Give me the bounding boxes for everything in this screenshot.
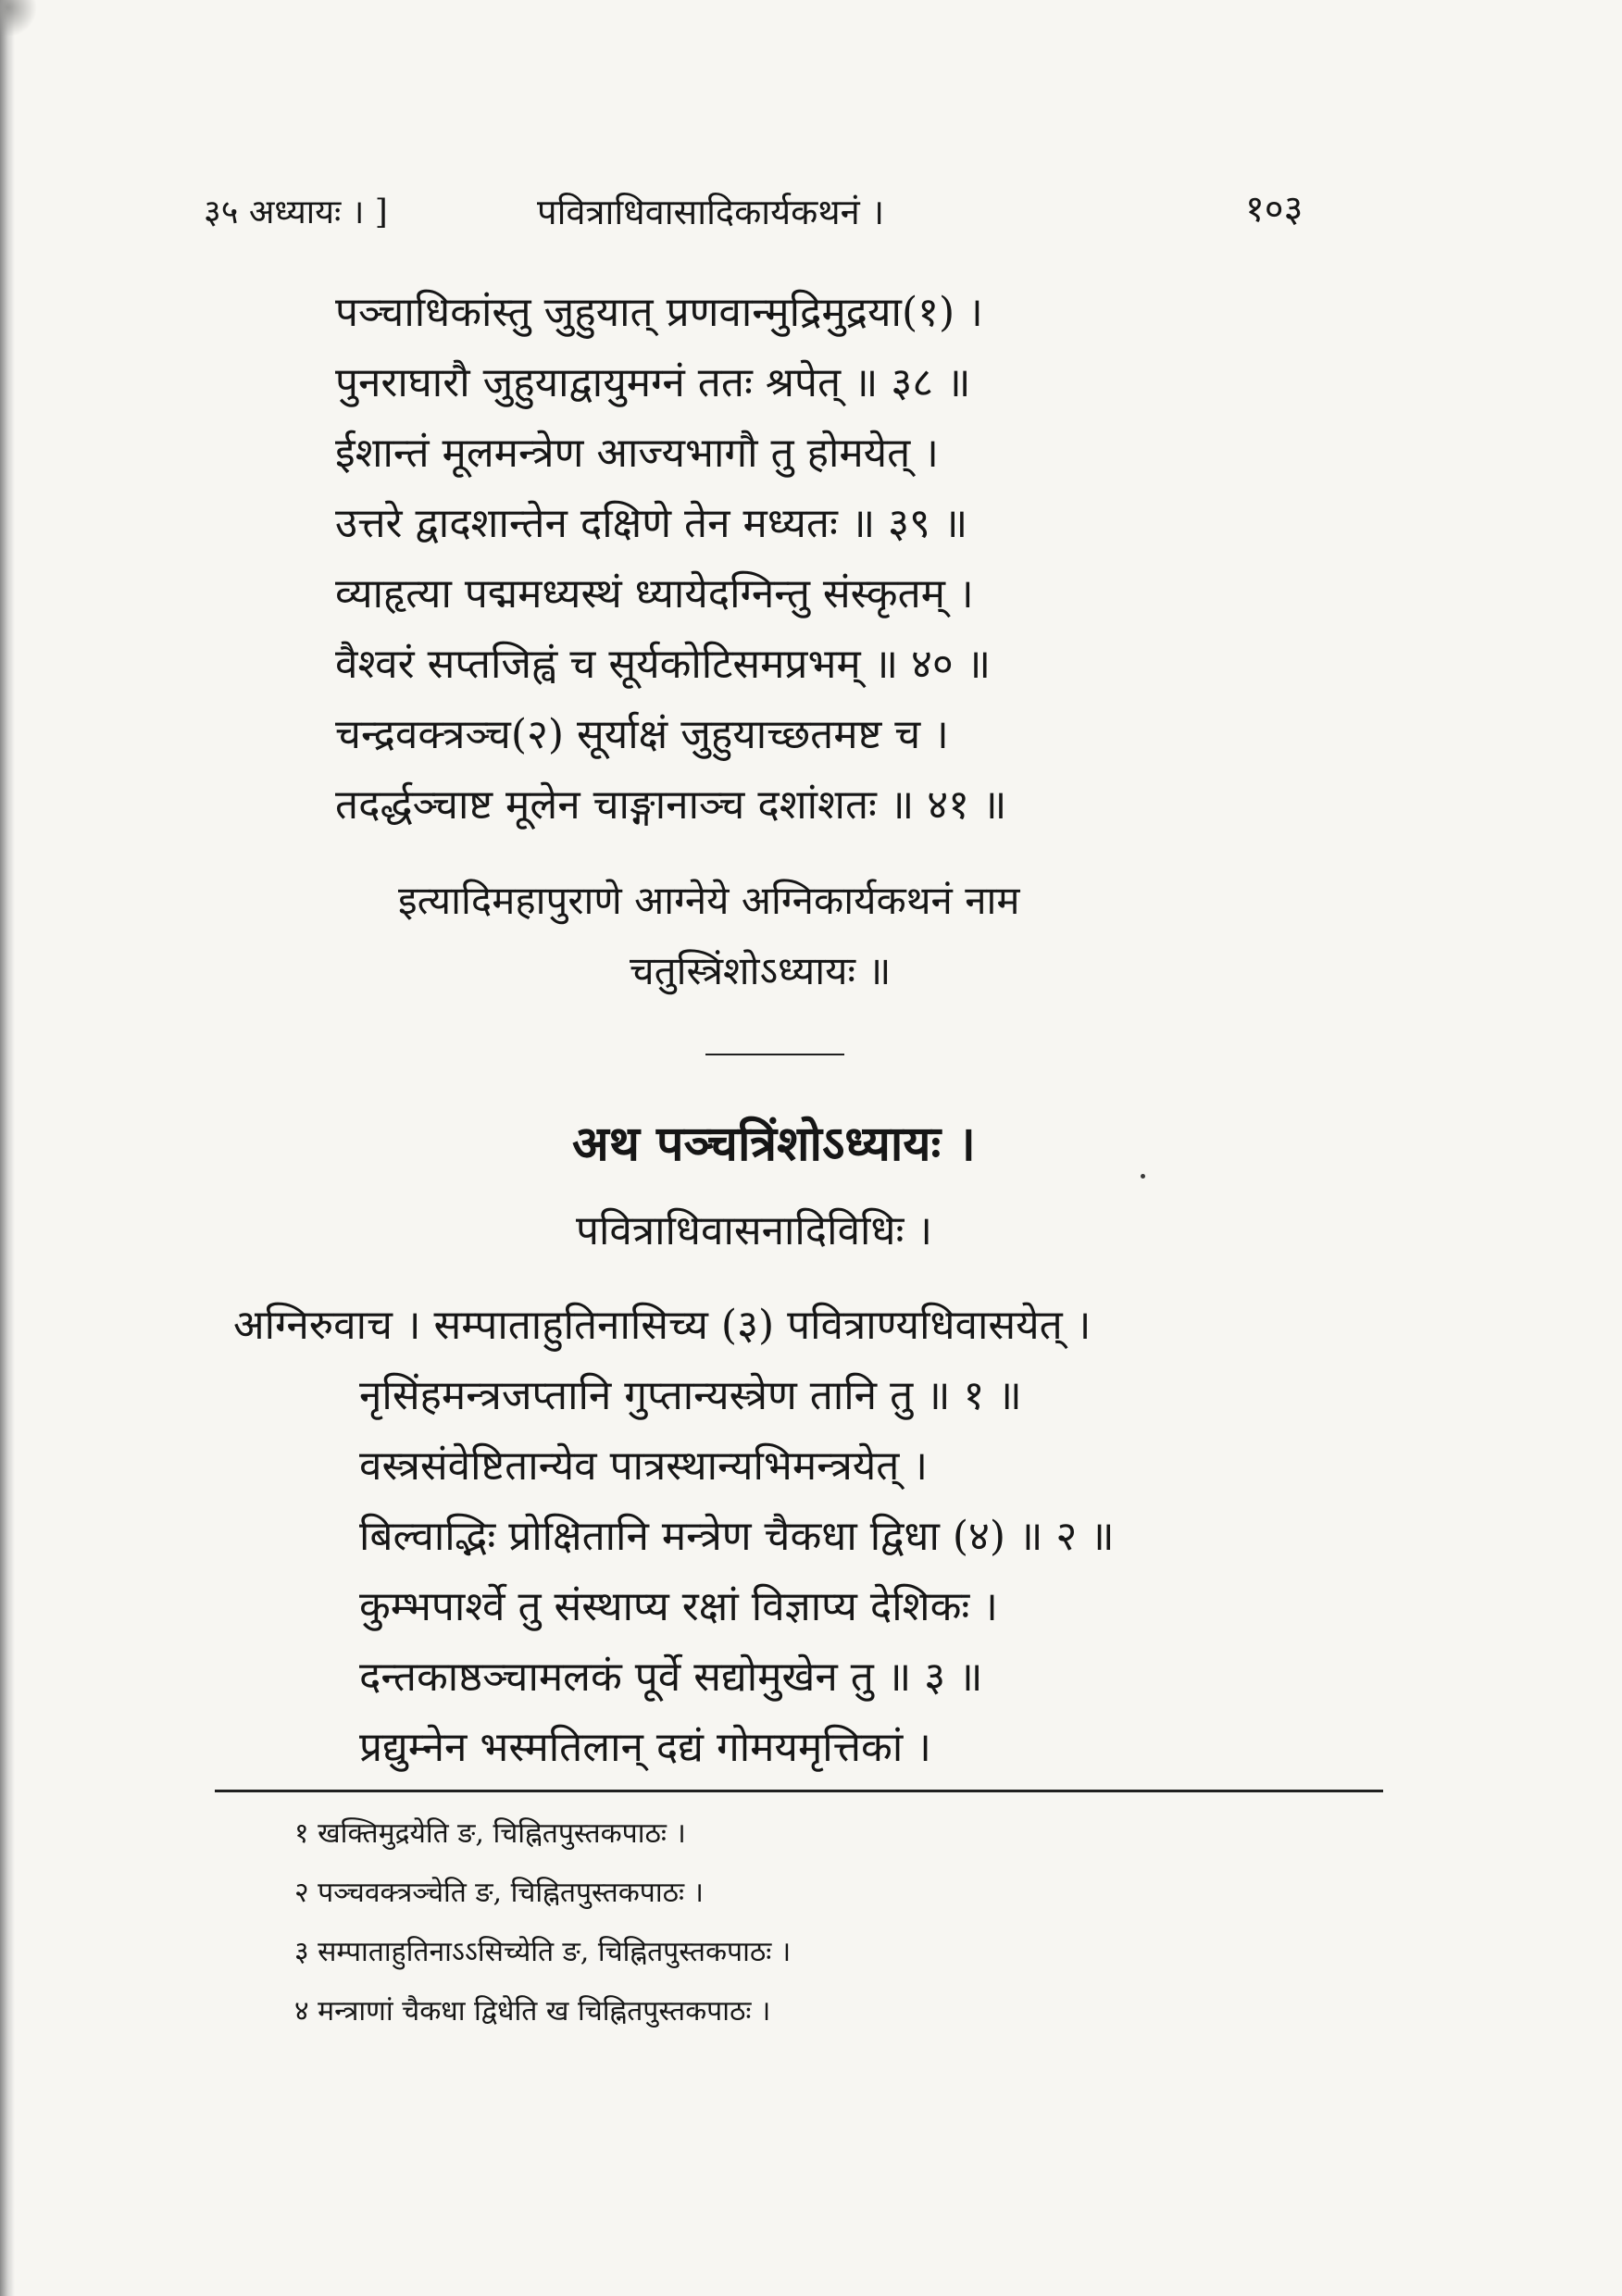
verse-line: चन्द्रवक्त्रञ्च(२) सूर्याक्षं जुहुयाच्छतमष्ट च । bbox=[335, 711, 949, 758]
verse-line: नृसिंहमन्त्रजप्तानि गुप्तान्यस्त्रेण तानि तु ॥ १ ॥ bbox=[359, 1372, 1022, 1419]
verse-line: व्याहृत्या पद्ममध्यस्थं ध्यायेदग्निन्तु संस्कृतम् । bbox=[335, 570, 974, 618]
verse-line: वस्त्रसंवेष्टितान्येव पात्रस्थान्यभिमन्त्रयेत् । bbox=[359, 1442, 929, 1490]
print-speck bbox=[1141, 1174, 1145, 1179]
verse-line: पञ्चाधिकांस्तु जुहुयात् प्रणवान्मुद्रिमुद्रया(१) । bbox=[335, 289, 983, 336]
running-header-left: ३५ अध्यायः । ] bbox=[204, 193, 388, 231]
chapter-subtitle: पवित्राधिवासनादिविधिः । bbox=[576, 1207, 933, 1254]
page-edge-shadow bbox=[0, 0, 15, 2296]
colophon-line-2: चतुस्त्रिंशोऽध्यायः ॥ bbox=[630, 948, 892, 993]
verse-line: बिल्वाद्भिः प्रोक्षितानि मन्त्रेण चैकधा द्विधा (४) ॥ २ ॥ bbox=[359, 1513, 1115, 1560]
footnote: ४ मन्त्राणां चैकधा द्विधेति ख चिह्नितपुस्तकपाठः । bbox=[294, 1995, 771, 2028]
chapter-title: अथ पञ्चत्रिंशोऽध्यायः । bbox=[572, 1116, 976, 1172]
verse-line: पुनराघारौ जुहुयाद्वायुमग्नं ततः श्रपेत् ॥ ३८ ॥ bbox=[335, 359, 971, 406]
verse-line: अग्निरुवाच । सम्पाताहुतिनासिच्य (३) पवित्राण्यधिवासयेत् । bbox=[233, 1302, 1092, 1349]
footnote: २ पञ्चवक्त्रञ्चेति ङ, चिह्नितपुस्तकपाठः । bbox=[294, 1877, 705, 1909]
verse-line: प्रद्युम्नेन भस्मतिलान् दद्यं गोमयमृत्तिकां । bbox=[359, 1724, 931, 1771]
verse-line: दन्तकाष्ठञ्चामलकं पूर्वे सद्योमुखेन तु ॥ ३ ॥ bbox=[359, 1653, 983, 1701]
verse-line: वैश्वरं सप्तजिह्वं च सूर्यकोटिसमप्रभम् ॥ ४० ॥ bbox=[335, 641, 992, 688]
page-corner-speckle bbox=[0, 0, 37, 37]
footnote: १ खक्तिमुद्रयेति ङ, चिह्नितपुस्तकपाठः । bbox=[294, 1817, 686, 1850]
verse-line: तदर्द्धञ्चाष्ट मूलेन चाङ्गानाञ्च दशांशतः ॥ ४१ ॥ bbox=[335, 781, 1007, 829]
colophon-line-1: इत्यादिमहापुराणे आग्नेये अग्निकार्यकथनं नाम bbox=[398, 878, 1020, 923]
section-divider bbox=[705, 1054, 844, 1055]
verse-line: ईशान्तं मूलमन्त्रेण आज्यभागौ तु होमयेत् । bbox=[335, 430, 939, 477]
running-header-title: पवित्राधिवासादिकार्यकथनं । bbox=[537, 192, 885, 232]
verse-line: कुम्भपार्श्वे तु संस्थाप्य रक्षां विज्ञाप्य देशिकः । bbox=[359, 1583, 998, 1630]
footnote-divider bbox=[215, 1790, 1383, 1792]
verse-line: उत्तरे द्वादशान्तेन दक्षिणे तेन मध्यतः ॥ ३९ ॥ bbox=[335, 500, 968, 547]
footnote: ३ सम्पाताहुतिनाऽऽसिच्येति ङ, चिह्नितपुस्तकपाठः । bbox=[294, 1936, 792, 1968]
page-number: १०३ bbox=[1245, 188, 1304, 231]
